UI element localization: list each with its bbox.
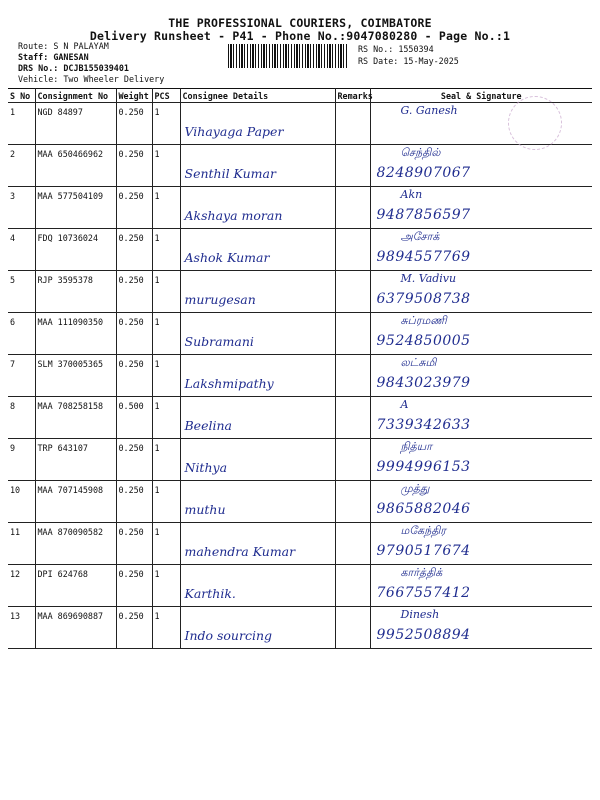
sno-cell xyxy=(8,523,35,565)
pcs: 1 xyxy=(154,191,160,201)
weight-cell xyxy=(116,103,152,145)
weight-cell xyxy=(116,607,152,649)
route-label: Route: xyxy=(18,41,49,51)
signature: G. Ganesh xyxy=(400,104,458,117)
consignment-no: MAA 708258158 xyxy=(37,401,104,411)
weight: 0.250 xyxy=(118,107,144,117)
table-row xyxy=(8,355,592,397)
consignee-name: Nithya xyxy=(184,460,228,475)
consignment-no: MAA 870090582 xyxy=(37,527,104,537)
sno-cell xyxy=(8,187,35,229)
seal-cell xyxy=(370,313,592,355)
weight: 0.250 xyxy=(118,191,144,201)
consignee-cell xyxy=(180,397,335,439)
weight: 0.500 xyxy=(118,401,144,411)
sno: 11 xyxy=(10,527,21,537)
consignee-name: Lakshmipathy xyxy=(184,376,274,391)
pcs-cell xyxy=(152,313,180,355)
pcs-cell xyxy=(152,355,180,397)
pcs: 1 xyxy=(154,275,160,285)
sno: 13 xyxy=(10,611,21,621)
pcs: 1 xyxy=(154,401,160,411)
rs-date-label: RS Date: xyxy=(358,56,399,66)
signature: Akn xyxy=(400,188,423,201)
consignment-cell xyxy=(35,313,116,355)
col-seal: Seal & Signature xyxy=(370,89,592,103)
remarks-cell xyxy=(335,103,370,145)
sno-cell xyxy=(8,607,35,649)
table-row xyxy=(8,481,592,523)
pcs-cell xyxy=(152,481,180,523)
sno-cell xyxy=(8,439,35,481)
runsheet-table xyxy=(8,88,592,649)
remarks-cell xyxy=(335,523,370,565)
signature: மகேந்திர xyxy=(400,524,446,537)
consignment-no: TRP 643107 xyxy=(37,443,88,453)
pcs-cell xyxy=(152,145,180,187)
drs-label: DRS No.: xyxy=(18,63,59,73)
weight: 0.250 xyxy=(118,611,144,621)
table-row xyxy=(8,565,592,607)
consignment-no: MAA 577504109 xyxy=(37,191,104,201)
table-row xyxy=(8,523,592,565)
weight: 0.250 xyxy=(118,443,144,453)
table-row xyxy=(8,607,592,649)
vehicle-label: Vehicle: xyxy=(18,74,59,84)
signature: முத்து xyxy=(400,482,430,495)
signature: A xyxy=(400,398,409,411)
consignee-name: Senthil Kumar xyxy=(184,166,276,181)
sno: 9 xyxy=(10,443,16,453)
weight: 0.250 xyxy=(118,569,144,579)
pcs: 1 xyxy=(154,107,160,117)
signature: Dinesh xyxy=(400,608,440,621)
recipient-phone: 9952508894 xyxy=(376,627,471,643)
recipient-phone: 9487856597 xyxy=(376,207,471,223)
recipient-phone: 9994996153 xyxy=(376,459,471,475)
consignee-cell xyxy=(180,229,335,271)
consignee-cell xyxy=(180,187,335,229)
pcs-cell xyxy=(152,607,180,649)
seal-cell xyxy=(370,271,592,313)
seal-cell xyxy=(370,187,592,229)
drs-line xyxy=(18,63,129,74)
col-consignee: Consignee Details xyxy=(180,89,335,103)
col-consignment: Consignment No xyxy=(35,89,116,103)
weight: 0.250 xyxy=(118,275,144,285)
pcs: 1 xyxy=(154,527,160,537)
sno: 1 xyxy=(10,107,16,117)
pcs-cell xyxy=(152,397,180,439)
consignee-name: Indo sourcing xyxy=(184,628,273,643)
rs-no-label: RS No.: xyxy=(358,44,394,54)
recipient-phone: 9894557769 xyxy=(376,249,471,265)
sno: 10 xyxy=(10,485,21,495)
seal-cell xyxy=(370,481,592,523)
pcs: 1 xyxy=(154,359,160,369)
consignee-name: Subramani xyxy=(184,334,254,349)
weight-cell xyxy=(116,313,152,355)
consignee-name: Karthik. xyxy=(184,586,236,601)
consignment-cell xyxy=(35,145,116,187)
pcs: 1 xyxy=(154,233,160,243)
remarks-cell xyxy=(335,271,370,313)
recipient-phone: 7667557412 xyxy=(376,585,471,601)
table-row xyxy=(8,187,592,229)
sno-cell xyxy=(8,355,35,397)
consignee-cell xyxy=(180,481,335,523)
weight-cell xyxy=(116,145,152,187)
seal-cell xyxy=(370,397,592,439)
recipient-phone: 9790517674 xyxy=(376,543,471,559)
consignment-cell xyxy=(35,187,116,229)
pcs-cell xyxy=(152,523,180,565)
pcs-cell xyxy=(152,229,180,271)
col-sno: S No xyxy=(8,89,35,103)
signature: அசோக் xyxy=(400,230,440,243)
consignee-cell xyxy=(180,313,335,355)
consignment-cell xyxy=(35,523,116,565)
signature: லட்சுமி xyxy=(400,356,437,369)
table-row xyxy=(8,439,592,481)
route-line xyxy=(18,41,109,52)
sno: 12 xyxy=(10,569,21,579)
col-pcs: PCS xyxy=(152,89,180,103)
table-row xyxy=(8,313,592,355)
sno-cell xyxy=(8,565,35,607)
signature: செந்தில் xyxy=(400,146,441,159)
consignment-no: MAA 111090350 xyxy=(37,317,104,327)
remarks-cell xyxy=(335,145,370,187)
remarks-cell xyxy=(335,481,370,523)
weight-cell xyxy=(116,481,152,523)
consignee-name: mahendra Kumar xyxy=(184,544,296,559)
col-weight: Weight xyxy=(116,89,152,103)
seal-stamp xyxy=(508,96,562,150)
sno-cell xyxy=(8,397,35,439)
signature: சுப்ரமணி xyxy=(400,314,447,327)
consignee-name: Ashok Kumar xyxy=(184,250,270,265)
consignment-no: MAA 650466962 xyxy=(37,149,104,159)
consignee-name: Vihayaga Paper xyxy=(184,124,284,139)
weight-cell xyxy=(116,355,152,397)
sno: 8 xyxy=(10,401,16,411)
table-row xyxy=(8,271,592,313)
sno: 6 xyxy=(10,317,16,327)
vehicle-value: Two Wheeler Delivery xyxy=(63,74,165,84)
consignment-cell xyxy=(35,103,116,145)
consignment-cell xyxy=(35,271,116,313)
sno-cell xyxy=(8,481,35,523)
weight: 0.250 xyxy=(118,233,144,243)
consignment-no: MAA 707145908 xyxy=(37,485,104,495)
pcs: 1 xyxy=(154,485,160,495)
weight-cell xyxy=(116,565,152,607)
consignment-cell xyxy=(35,355,116,397)
sno: 3 xyxy=(10,191,16,201)
consignment-no: FDQ 10736024 xyxy=(37,233,99,243)
seal-cell xyxy=(370,229,592,271)
rs-date-value: 15-May-2025 xyxy=(403,56,459,66)
consignment-cell xyxy=(35,607,116,649)
pcs-cell xyxy=(152,271,180,313)
table-row xyxy=(8,229,592,271)
remarks-cell xyxy=(335,565,370,607)
sno: 2 xyxy=(10,149,16,159)
table-header-row xyxy=(8,89,592,103)
sno: 4 xyxy=(10,233,16,243)
consignment-cell xyxy=(35,481,116,523)
weight-cell xyxy=(116,439,152,481)
seal-cell xyxy=(370,523,592,565)
weight: 0.250 xyxy=(118,485,144,495)
consignment-no: RJP 3595378 xyxy=(37,275,93,285)
rs-date-line xyxy=(358,56,459,67)
consignee-cell xyxy=(180,523,335,565)
pcs-cell xyxy=(152,565,180,607)
pcs-cell xyxy=(152,187,180,229)
recipient-phone: 9524850005 xyxy=(376,333,471,349)
pcs: 1 xyxy=(154,569,160,579)
weight: 0.250 xyxy=(118,359,144,369)
table-row xyxy=(8,103,592,145)
consignee-cell xyxy=(180,607,335,649)
rs-no-value: 1550394 xyxy=(398,44,434,54)
weight-cell xyxy=(116,229,152,271)
consignee-name: murugesan xyxy=(184,292,256,307)
consignment-no: MAA 869690887 xyxy=(37,611,104,621)
consignee-name: muthu xyxy=(184,502,226,517)
consignee-cell xyxy=(180,271,335,313)
col-remarks: Remarks xyxy=(335,89,370,103)
staff-label: Staff: xyxy=(18,52,49,62)
sno: 5 xyxy=(10,275,16,285)
company-title: THE PROFESSIONAL COURIERS, COIMBATORE xyxy=(168,16,432,30)
staff-value: GANESAN xyxy=(53,52,89,62)
recipient-phone: 9843023979 xyxy=(376,375,471,391)
consignee-cell xyxy=(180,145,335,187)
pcs: 1 xyxy=(154,149,160,159)
table-row xyxy=(8,397,592,439)
pcs: 1 xyxy=(154,443,160,453)
sno-cell xyxy=(8,313,35,355)
recipient-phone: 6379508738 xyxy=(376,291,471,307)
sno: 7 xyxy=(10,359,16,369)
rs-no-line xyxy=(358,44,434,55)
sno-cell xyxy=(8,271,35,313)
consignee-cell xyxy=(180,103,335,145)
consignee-cell xyxy=(180,439,335,481)
remarks-cell xyxy=(335,607,370,649)
weight-cell xyxy=(116,187,152,229)
weight-cell xyxy=(116,271,152,313)
vehicle-line xyxy=(18,74,164,85)
recipient-phone: 9865882046 xyxy=(376,501,471,517)
consignment-cell xyxy=(35,565,116,607)
pcs: 1 xyxy=(154,611,160,621)
seal-cell xyxy=(370,607,592,649)
seal-cell xyxy=(370,145,592,187)
weight: 0.250 xyxy=(118,317,144,327)
route-value: S N PALAYAM xyxy=(53,41,109,51)
weight-cell xyxy=(116,523,152,565)
signature: நித்யா xyxy=(400,440,432,453)
staff-line xyxy=(18,52,89,63)
sno-cell xyxy=(8,229,35,271)
weight: 0.250 xyxy=(118,527,144,537)
consignment-no: SLM 370005365 xyxy=(37,359,104,369)
consignment-cell xyxy=(35,229,116,271)
consignment-no: DPI 624768 xyxy=(37,569,88,579)
consignment-no: NGD 84897 xyxy=(37,107,83,117)
remarks-cell xyxy=(335,439,370,481)
pcs-cell xyxy=(152,439,180,481)
remarks-cell xyxy=(335,355,370,397)
consignee-cell xyxy=(180,355,335,397)
drs-value: DCJB155039401 xyxy=(63,63,129,73)
consignee-cell xyxy=(180,565,335,607)
seal-cell xyxy=(370,439,592,481)
remarks-cell xyxy=(335,229,370,271)
consignment-cell xyxy=(35,439,116,481)
sno-cell xyxy=(8,145,35,187)
barcode xyxy=(228,44,348,68)
sno-cell xyxy=(8,103,35,145)
seal-cell xyxy=(370,355,592,397)
recipient-phone: 7339342633 xyxy=(376,417,471,433)
consignment-cell xyxy=(35,397,116,439)
remarks-cell xyxy=(335,397,370,439)
consignee-name: Beelina xyxy=(184,418,232,433)
consignee-name: Akshaya moran xyxy=(184,208,283,223)
seal-cell xyxy=(370,565,592,607)
table-row xyxy=(8,145,592,187)
pcs-cell xyxy=(152,103,180,145)
recipient-phone: 8248907067 xyxy=(376,165,471,181)
weight-cell xyxy=(116,397,152,439)
signature: கார்த்திக் xyxy=(400,566,443,579)
runsheet-title: Delivery Runsheet - P41 - Phone No.:9047080280 - Page No.:1 xyxy=(89,29,511,43)
pcs: 1 xyxy=(154,317,160,327)
signature: M. Vadivu xyxy=(400,272,457,285)
remarks-cell xyxy=(335,313,370,355)
weight: 0.250 xyxy=(118,149,144,159)
remarks-cell xyxy=(335,187,370,229)
